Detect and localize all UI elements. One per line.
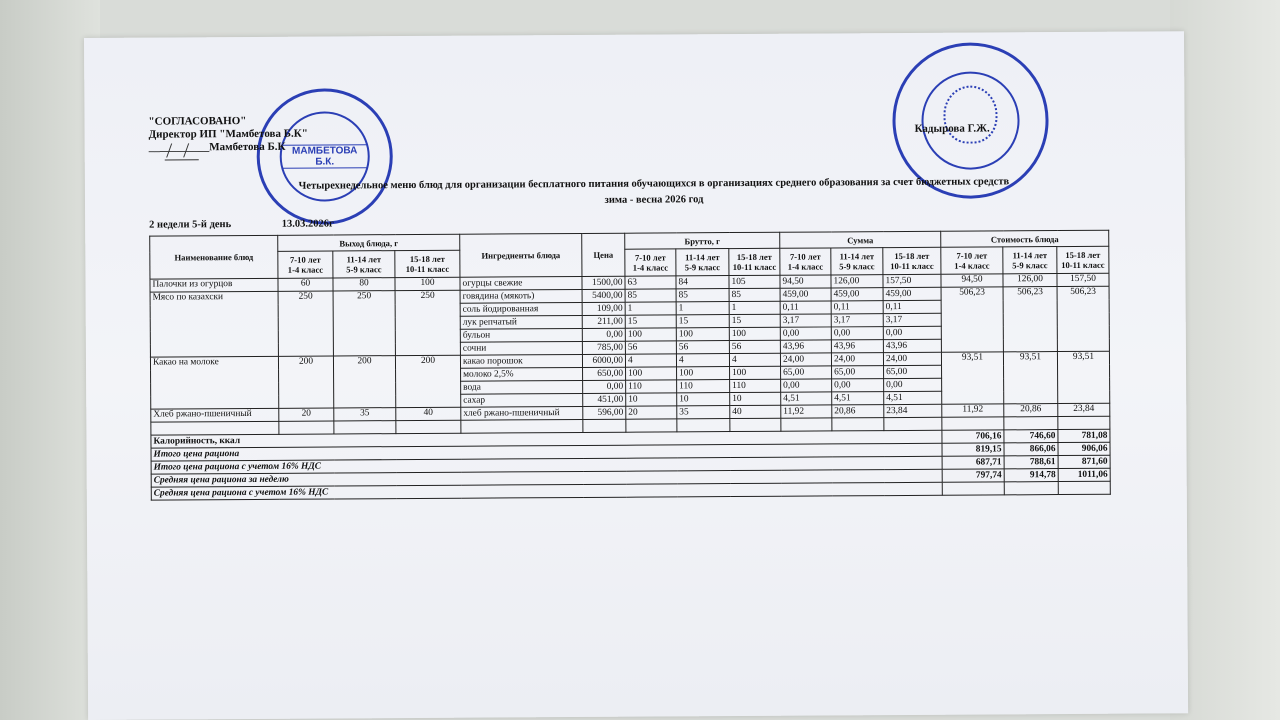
dish-cost: 20,86 [1004,404,1058,417]
age-label: 11-14 лет [1012,250,1048,261]
total-label: Средняя цена рациона с учетом 16% НДС [151,482,942,500]
ingredient-brutto: 15 [676,315,729,328]
ingredient-sum: 459,00 [883,287,941,300]
ingredient-price: 0,00 [582,328,625,341]
ingredient-sum: 65,00 [832,366,884,379]
class-label: 1-4 класс [287,264,324,275]
ingredient-price: 109,00 [582,302,625,315]
age-label: 7-10 лет [634,252,666,263]
cost-age-3-header [1057,247,1109,274]
ingredient-sum: 65,00 [884,365,942,378]
dish-output: 250 [333,291,395,356]
dish-name: Палочки из огурцов [150,278,278,292]
dish-output: 200 [333,356,395,408]
dish-name: Какао на молоке [150,356,278,409]
dish-output: 200 [395,355,460,407]
empty-cell [677,419,730,432]
col-brutto: Брутто, г [625,232,780,249]
total-label: Итого цена рациона с учетом 16% НДС [151,456,942,474]
total-value [1004,482,1058,495]
ingredient-name: какао порошок [460,354,582,368]
output-age-1-header [278,251,333,278]
ingredient-brutto: 1 [729,301,780,314]
handwritten-signature [165,141,199,160]
dish-cost: 93,51 [1057,351,1109,403]
ingredient-brutto: 100 [730,366,781,379]
approval-signature-line: ___________Мамбетова Б.К [148,140,286,154]
ingredient-sum: 4,51 [884,391,942,404]
total-value: 746,60 [1004,430,1058,443]
ingredient-sum: 126,00 [831,275,883,288]
ingredient-price: 596,00 [583,406,626,419]
approval-heading: "СОГЛАСОВАНО" [148,115,247,128]
title-line-1: Четырехнедельное меню блюд для организации бесплатного питания обучающихся в организациях среднего образования за счет бюджетных средств [298,176,1010,192]
empty-cell [884,417,942,430]
ingredient-brutto: 85 [676,289,729,302]
class-label: 1-4 класс [954,260,990,271]
output-age-3-header [395,251,460,278]
ingredient-brutto: 105 [729,275,780,288]
ingredient-price: 451,00 [583,393,626,406]
ingredient-sum: 0,11 [831,301,883,314]
ingredient-name: вода [461,380,583,394]
ingredient-brutto: 100 [625,328,676,341]
sum-age-1-header [780,248,831,275]
total-label: Итого цена рациона [151,443,942,461]
ingredient-sum: 65,00 [781,366,832,379]
ingredient-brutto: 20 [626,406,677,419]
ingredient-sum: 3,17 [780,314,831,327]
document-title [149,173,1159,211]
empty-cell [1004,417,1058,430]
ingredient-sum: 4,51 [781,392,832,405]
ingredient-name: соль йодированная [460,302,582,316]
class-label: 5-9 класс [684,262,721,273]
dish-cost: 93,51 [1003,352,1057,404]
age-label: 7-10 лет [289,254,321,265]
ingredient-brutto: 4 [676,354,729,367]
empty-cell [583,419,626,432]
dish-output: 250 [395,290,460,355]
ingredient-sum: 20,86 [832,405,884,418]
total-value: 1011,06 [1058,468,1110,481]
empty-cell [396,420,461,433]
ingredient-brutto: 85 [729,288,780,301]
ingredient-sum: 3,17 [831,314,883,327]
ingredient-sum: 24,00 [883,352,941,365]
sum-age-3-header [883,248,941,275]
dish-name: Хлеб ржано-пшеничный [151,408,279,422]
ingredient-sum: 459,00 [831,288,883,301]
day-line [149,218,334,230]
ingredient-name: огурцы свежие [460,276,582,290]
dish-cost: 93,51 [941,352,1003,404]
ingredient-sum: 24,00 [831,353,883,366]
ingredient-sum: 0,00 [884,378,942,391]
dish-output: 40 [396,407,461,420]
col-output: Выход блюда, г [278,234,460,252]
ingredient-brutto: 35 [677,406,730,419]
dish-output: 60 [278,278,333,291]
ingredient-brutto: 4 [625,354,676,367]
dish-output: 100 [395,277,460,290]
age-label: 11-14 лет [346,254,382,265]
dish-output: 80 [333,278,395,291]
ingredient-brutto: 110 [626,380,677,393]
ingredient-brutto: 1 [676,302,729,315]
total-value: 781,08 [1058,429,1110,442]
ingredient-brutto: 10 [677,393,730,406]
dish-cost: 506,23 [1057,286,1109,351]
class-label: 5-9 класс [839,261,875,272]
title-line-2: зима - весна 2026 год [604,194,704,206]
ingredient-brutto: 56 [729,340,780,353]
ingredient-name: молоко 2,5% [461,367,583,381]
col-sum: Сумма [780,231,941,248]
col-price: Цена [582,233,625,276]
dish-cost: 506,23 [941,287,1003,352]
ingredient-name: сочни [460,341,582,355]
dish-cost: 23,84 [1058,403,1110,416]
ingredient-brutto: 56 [676,341,729,354]
ingredient-brutto: 63 [625,276,676,289]
brutto-age-3-header [729,249,780,276]
day-date: 13.03.2026г [281,218,334,230]
ingredient-price: 650,00 [583,367,626,380]
ingredient-price: 6000,00 [582,354,625,367]
age-label: 15-18 лет [736,252,772,263]
ingredient-brutto: 100 [676,328,729,341]
ingredient-sum: 0,00 [832,379,884,392]
empty-cell [279,421,334,434]
age-label: 7-10 лет [789,251,821,262]
ingredient-brutto: 15 [729,314,780,327]
ingredient-sum: 0,11 [883,300,941,313]
ingredient-sum: 0,00 [780,327,831,340]
ingredient-sum: 4,51 [832,392,884,405]
dish-cost: 157,50 [1057,273,1109,286]
empty-cell [832,418,884,431]
dish-cost: 11,92 [942,404,1004,417]
ingredient-brutto: 40 [730,405,781,418]
ingredient-brutto: 84 [676,276,729,289]
approval-right-name: Кадырова Г.Ж. [914,122,990,135]
ingredient-sum: 94,50 [780,275,831,288]
ingredient-name: хлеб ржано-пшеничный [461,406,583,420]
empty-cell [334,421,396,434]
total-value: 687,71 [942,456,1004,469]
cost-age-2-header [1003,247,1057,274]
ingredient-brutto: 15 [625,315,676,328]
day-label: 2 недели 5-й день [149,219,232,231]
empty-cell [1058,416,1110,429]
ingredient-brutto: 100 [626,367,677,380]
total-label: Калорийность, ккал [151,430,942,448]
empty-cell [781,418,832,431]
ingredient-sum: 24,00 [780,353,831,366]
dish-cost: 94,50 [941,274,1003,287]
total-value: 706,16 [942,430,1004,443]
approval-director: Директор ИП "Мамбетова Б.К" [148,127,308,141]
ingredient-brutto: 110 [730,379,781,392]
ingredient-brutto: 4 [729,353,780,366]
ingredient-sum: 23,84 [884,404,942,417]
empty-cell [151,421,279,435]
brutto-age-1-header [625,249,676,276]
class-label: 1-4 класс [787,261,824,272]
document-page [84,31,1188,720]
dish-output: 20 [279,408,334,421]
dish-cost: 506,23 [1003,287,1057,352]
class-label: 5-9 класс [346,264,382,275]
brutto-age-2-header [676,249,729,276]
empty-cell [730,418,781,431]
ingredient-sum: 0,00 [883,326,941,339]
ingredient-brutto: 1 [625,302,676,315]
approval-block-right [915,122,990,135]
ingredient-sum: 11,92 [781,405,832,418]
ingredient-sum: 0,00 [781,379,832,392]
ingredient-brutto: 100 [677,367,730,380]
ingredient-name: говядина (мякоть) [460,289,582,303]
ingredient-brutto: 56 [625,341,676,354]
total-value [1058,481,1110,494]
class-label: 10-11 класс [890,261,934,272]
ingredient-sum: 459,00 [780,288,831,301]
ingredient-sum: 3,17 [883,313,941,326]
ingredient-brutto: 10 [626,393,677,406]
ingredient-sum: 0,11 [780,301,831,314]
dish-name: Мясо по казахски [150,291,278,357]
age-label: 11-14 лет [839,251,875,262]
ingredient-brutto: 100 [729,327,780,340]
ingredient-price: 211,00 [582,315,625,328]
col-ingredients: Ингредиенты блюда [460,233,582,277]
ingredient-sum: 43,96 [831,340,883,353]
total-value: 906,06 [1058,442,1110,455]
class-label: 10-11 класс [405,263,450,275]
class-label: 10-11 класс [1061,259,1105,271]
ingredient-name: бульон [460,328,582,342]
dish-output: 200 [278,356,333,408]
ingredient-price: 1500,00 [582,276,625,289]
total-value: 914,78 [1004,469,1058,482]
age-label: 15-18 лет [1065,250,1101,261]
ingredient-price: 0,00 [583,380,626,393]
col-dish: Наименование блюд [150,235,278,279]
dish-output: 250 [278,291,333,356]
ingredient-brutto: 110 [677,380,730,393]
menu-table [149,230,1111,501]
total-value: 871,60 [1058,455,1110,468]
dish-cost: 126,00 [1003,274,1057,287]
total-value: 797,74 [942,469,1004,482]
age-label: 15-18 лет [894,251,930,262]
class-label: 5-9 класс [1012,260,1048,271]
empty-cell [942,417,1004,430]
ingredient-sum: 43,96 [780,340,831,353]
output-age-2-header [333,251,395,278]
total-value [942,482,1004,495]
empty-cell [461,419,583,433]
ingredient-sum: 0,00 [831,327,883,340]
ingredient-sum: 157,50 [883,274,941,287]
ingredient-price: 5400,00 [582,289,625,302]
age-label: 7-10 лет [956,250,988,261]
total-label: Средняя цена рациона за неделю [151,469,942,487]
age-label: 15-18 лет [409,254,445,265]
cost-age-1-header [941,247,1003,274]
ingredient-sum: 43,96 [883,339,941,352]
total-value: 788,61 [1004,456,1058,469]
ingredient-brutto: 85 [625,289,676,302]
col-cost: Стоимость блюда [941,230,1109,247]
empty-cell [626,419,677,432]
total-value: 866,06 [1004,443,1058,456]
age-label: 11-14 лет [685,252,720,263]
dish-output: 35 [334,408,396,421]
sum-age-2-header [831,248,883,275]
class-label: 10-11 класс [732,261,777,273]
ingredient-name: сахар [461,393,583,407]
seal-name: МАМБЕТОВА Б.К. [282,144,368,169]
total-value: 819,15 [942,443,1004,456]
ingredient-name: лук репчатый [460,315,582,329]
class-label: 1-4 класс [632,262,669,273]
ingredient-price: 785,00 [582,341,625,354]
ingredient-brutto: 10 [730,392,781,405]
